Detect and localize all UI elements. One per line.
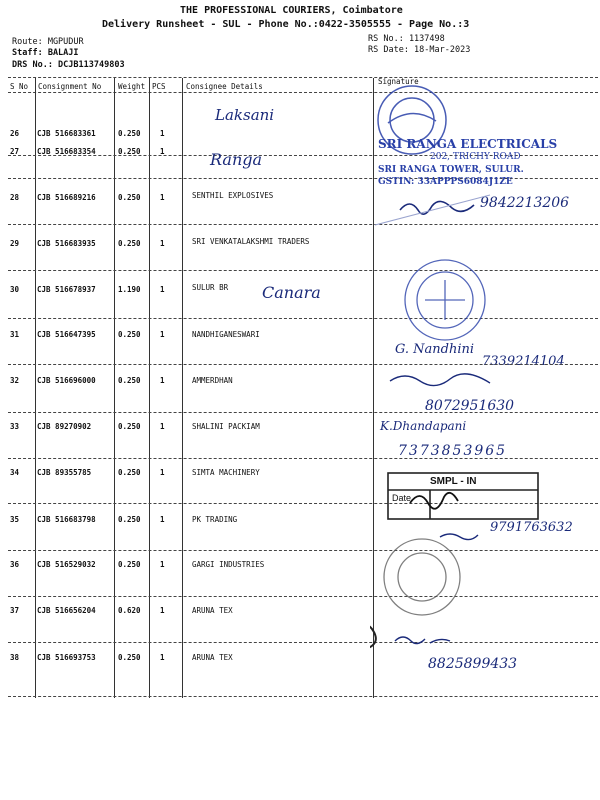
row-consignee: SIMTA MACHINERY: [192, 468, 260, 477]
row-weight: 0.250: [118, 239, 141, 248]
handwritten-phone: 8072951630: [425, 398, 515, 414]
row-pcs: 1: [160, 468, 165, 477]
row-consignee: SENTHIL EXPLOSIVES: [192, 191, 274, 200]
column-divider: [182, 78, 183, 698]
row-consignment: CJB 516683354: [37, 147, 96, 156]
row-pcs: 1: [160, 330, 165, 339]
row-consignee: SULUR BR: [192, 283, 229, 292]
column-divider: [149, 78, 150, 698]
row-pcs: 1: [160, 560, 165, 569]
handwritten-name: K.Dhandapani: [380, 419, 467, 433]
stamp-gstin: GSTIN: 33APPPS6084J1ZE: [378, 177, 513, 187]
row-consignee: AMMERDHAN: [192, 376, 233, 385]
row-consignment: CJB 516678937: [37, 285, 96, 294]
signature-scribble: [440, 534, 478, 540]
row-sno: 33: [10, 422, 20, 431]
col-consignment: Consignment No: [38, 82, 102, 91]
stamp-address-line2: SRI RANGA TOWER, SULUR.: [378, 165, 524, 175]
handwritten-phone: 7339214104: [482, 354, 565, 369]
smpl-stamp-date: Date: [392, 493, 412, 503]
row-weight: 0.250: [118, 515, 141, 524]
row-sno: 36: [10, 560, 20, 569]
row-consignment: CJB 516696000: [37, 376, 96, 385]
signature-scribble: [400, 201, 474, 214]
handwritten-name: Laksani: [215, 106, 275, 124]
row-sno: 29: [10, 239, 20, 248]
row-weight: 0.250: [118, 376, 141, 385]
col-weight: Weight: [118, 82, 146, 91]
handwritten-name: G. Nandhini: [395, 342, 475, 357]
route-label: Route: MGPUDUR: [12, 37, 84, 47]
row-sno: 37: [10, 606, 20, 615]
row-consignee: ARUNA TEX: [192, 606, 233, 615]
row-consignment: CJB 516683798: [37, 515, 96, 524]
company-title: THE PROFESSIONAL COURIERS, Coimbatore: [180, 5, 403, 16]
row-consignment: CJB 516683361: [37, 129, 96, 138]
row-consignee: ARUNA TEX: [192, 653, 233, 662]
row-sno: 31: [10, 330, 20, 339]
row-consignment: CJB 89270902: [37, 422, 92, 431]
row-consignee: SHALINI PACKIAM: [192, 422, 260, 431]
row-weight: 0.250: [118, 193, 141, 202]
row-weight: 1.190: [118, 285, 141, 294]
row-consignment: CJB 516683935: [37, 239, 96, 248]
staff-label: Staff: BALAJI: [12, 48, 79, 58]
signature-scribble: [410, 493, 458, 509]
stamp-mark-line: [375, 195, 490, 225]
col-pcs: PCS: [152, 82, 166, 91]
row-pcs: 1: [160, 285, 165, 294]
row-consignee: PK TRADING: [192, 515, 238, 524]
col-consignee: Consignee Details: [186, 82, 263, 91]
row-consignment: CJB 516529032: [37, 560, 96, 569]
stamp-company-name: SRI RANGA ELECTRICALS: [378, 137, 558, 151]
row-pcs: 1: [160, 193, 165, 202]
row-sno: 35: [10, 515, 20, 524]
row-sno: 26: [10, 129, 20, 138]
row-weight: 0.250: [118, 147, 141, 156]
row-weight: 0.250: [118, 422, 141, 431]
row-consignee: NANDHIGANESWARI: [192, 330, 260, 339]
row-divider: [8, 696, 598, 697]
row-pcs: 1: [160, 606, 165, 615]
col-sno: S No: [10, 82, 29, 91]
row-weight: 0.250: [118, 129, 141, 138]
handwritten-name: Ranga: [210, 150, 263, 169]
signature-scribble: [395, 637, 450, 644]
row-sno: 32: [10, 376, 20, 385]
drs-number: DRS No.: DCJB113749803: [12, 60, 125, 70]
row-consignment: CJB 516693753: [37, 653, 96, 662]
row-weight: 0.250: [118, 653, 141, 662]
row-consignment: CJB 516647395: [37, 330, 96, 339]
stamp-address-line1: 202, TRICHY ROAD: [430, 152, 521, 162]
gargi-seal-stamp: [384, 539, 460, 615]
rs-number: RS No.: 1137498: [368, 34, 445, 44]
handwritten-phone: 9842213206: [480, 195, 570, 211]
row-pcs: 1: [160, 147, 165, 156]
signature-scribble: [370, 623, 376, 650]
row-consignee: SRI VENKATALAKSHMI TRADERS: [192, 237, 310, 246]
row-consignment: CJB 89355785: [37, 468, 92, 477]
smpl-stamp-title: SMPL - IN: [430, 476, 477, 487]
runsheet-subtitle: Delivery Runsheet - SUL - Phone No.:0422-3505555 - Page No.:3: [102, 19, 470, 30]
handwritten-phone: 9791763632: [490, 520, 573, 535]
row-sno: 34: [10, 468, 20, 477]
row-weight: 0.250: [118, 330, 141, 339]
row-pcs: 1: [160, 515, 165, 524]
row-weight: 0.620: [118, 606, 141, 615]
bank-seal-stamp: [405, 260, 485, 340]
handwritten-phone: 8825899433: [428, 656, 518, 672]
signature-scribble: [390, 374, 490, 386]
col-signature: Signature: [378, 77, 419, 86]
row-sno: 38: [10, 653, 20, 662]
row-pcs: 1: [160, 376, 165, 385]
row-consignee: GARGI INDUSTRIES: [192, 560, 265, 569]
handwritten-name: Canara: [262, 283, 321, 302]
row-pcs: 1: [160, 239, 165, 248]
row-pcs: 1: [160, 422, 165, 431]
column-divider: [35, 78, 36, 698]
row-pcs: 1: [160, 129, 165, 138]
column-divider: [114, 78, 115, 698]
row-sno: 27: [10, 147, 20, 156]
row-weight: 0.250: [118, 468, 141, 477]
row-sno: 30: [10, 285, 20, 294]
row-consignment: CJB 516689216: [37, 193, 96, 202]
rs-date: RS Date: 18-Mar-2023: [368, 45, 471, 55]
row-pcs: 1: [160, 653, 165, 662]
row-weight: 0.250: [118, 560, 141, 569]
handwritten-phone: 7373853965: [398, 443, 508, 459]
row-consignment: CJB 516656204: [37, 606, 96, 615]
row-sno: 28: [10, 193, 20, 202]
